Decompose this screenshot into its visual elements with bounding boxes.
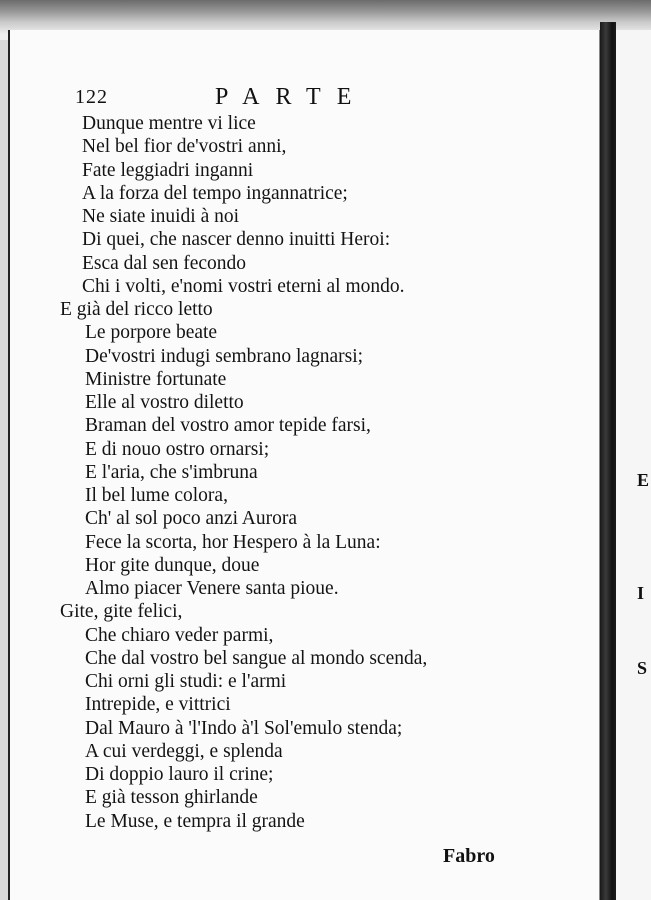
verse-line: Nel bel fior de'vostri anni, xyxy=(82,136,287,158)
page-number: 122 xyxy=(75,86,108,108)
verse-line: E già tesson ghirlande xyxy=(85,787,258,809)
page-header xyxy=(75,84,455,112)
verse-line: Che chiaro veder parmi, xyxy=(85,624,274,646)
verse-line: Esca dal sen fecondo xyxy=(82,252,247,274)
adjacent-page-mark: E xyxy=(637,470,650,490)
verse-line: Almo piacer Venere santa pioue. xyxy=(85,578,339,599)
verse-line: Di doppio lauro il crine; xyxy=(85,764,274,785)
verse-line: Di quei, che nascer denno inuitti Heroi: xyxy=(82,229,391,251)
verse-text xyxy=(60,112,560,833)
verse-line: Chi orni gli studi: e l'armi xyxy=(85,671,287,692)
verse-line: Ne siate inuidi à noi xyxy=(82,206,240,227)
verse-line: A la forza del tempo ingannatrice; xyxy=(82,182,348,204)
verse-line: Ch' al sol poco anzi Aurora xyxy=(85,508,298,530)
verse-line: Le Muse, e tempra il grande xyxy=(85,810,305,832)
verse-line: Che dal vostro bel sangue al mondo scenda, xyxy=(85,647,428,669)
adjacent-page-mark: S xyxy=(637,658,648,678)
verse-line: Gite, gite felici, xyxy=(60,601,183,623)
verse-line: De'vostri indugi sembrano lagnarsi; xyxy=(85,345,364,367)
verse-line: Hor gite dunque, doue xyxy=(85,554,260,576)
verse-line: Il bel lume colora, xyxy=(85,485,228,506)
verse-line: Intrepide, e vittrici xyxy=(85,694,231,716)
running-head: PARTE xyxy=(215,84,368,110)
verse-line: Dunque mentre vi lice xyxy=(82,113,256,134)
adjacent-page-mark: I xyxy=(637,583,645,603)
catchword: Fabro xyxy=(443,845,495,867)
verse-line: Braman del vostro amor tepide farsi, xyxy=(85,415,371,437)
verse-line: E di nouo ostro ornarsi; xyxy=(85,438,270,460)
verse-line: Chi i volti, e'nomi vostri eterni al mondo. xyxy=(82,275,405,297)
verse-line: E già del ricco letto xyxy=(60,299,213,320)
verse-line: Ministre fortunate xyxy=(85,368,227,390)
verse-line: Fece la scorta, hor Hespero à la Luna: xyxy=(85,531,381,553)
verse-line: E l'aria, che s'imbruna xyxy=(85,461,258,483)
verse-line: Le porpore beate xyxy=(85,322,218,344)
verse-line: Fate leggiadri inganni xyxy=(82,159,254,181)
verse-line: A cui verdeggi, e splenda xyxy=(85,740,283,762)
verse-line: Dal Mauro à 'l'Indo à'l Sol'emulo stenda; xyxy=(85,717,403,739)
book-gutter xyxy=(600,22,616,900)
verse-line: Elle al vostro diletto xyxy=(85,392,244,413)
right-page-edge xyxy=(616,30,651,900)
